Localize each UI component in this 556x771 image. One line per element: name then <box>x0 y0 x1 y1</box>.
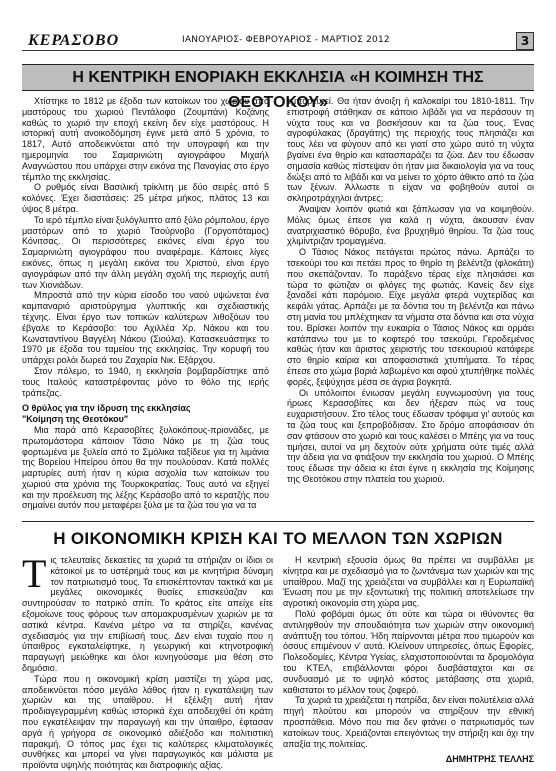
issue-date: ΙΑΝΟΥΑΡΙΟΣ- ΦΕΒΡΟΥΑΡΙΟΣ - ΜΑΡΤΙΟΣ 2012 <box>182 35 390 45</box>
page-number: 3 <box>516 32 534 50</box>
article2-column-right <box>283 555 534 765</box>
article2-title: Η ΟΙΚΟΝΟΜΙΚΗ ΚΡΙΣΗ ΚΑΙ ΤΟ ΜΕΛΛΟΝ ΤΩΝ ΧΩΡΙΩΝ <box>53 529 503 548</box>
article2-column-left <box>22 551 273 771</box>
section-divider <box>22 521 534 522</box>
paragraph: Η κεντρική εξουσία όμως θα πρέπει να συμβάλλει με κίνητρα και με σχεδιασμό για το ζωντάνεμα των χωριών και της υπαίθρου. Μαζί της χρειάζεται να συμβάλλει και η Ευρωπαϊκή Ένωση που με την εξοντωτική της πολιτική αποτελείωσε την αγροτική οικονομία στη χώρα μας. <box>283 555 534 609</box>
subheading-legend-title: "Κοίμηση της Θεοτόκου" <box>22 414 129 425</box>
paragraph: Μια παρά από Κερασοβίτες ξυλοκόπους-πριονάδες, με πρωτομάστορα κάποιον Τάσιο Νάκο με τη ζώα τους φορτωμένα με ξυλεία από το Σμόλικα ταξίδευε για τη λιμάνια της Βορείου Ηπείρου όπου θα την πουλούσαν. Κατά πολλές μαρτυρίες αυτή ήταν η κύρια ασχολία των κατοίκων του χωριού στα χρόνια της Τουρκοκρατίας. Τους αυτό να εξηγεί και την προέλευση της λέξης Κεράσοβο από το κερατζής που σημαίνει αυτόν που μεταφέρει ξύλα με τα ζώα του για να τα <box>22 424 269 511</box>
paragraph: Χτίστηκε το 1812 με έξοδα των κατοίκων του χωριού από μαστόρους του χωριού Πεντάλοφο (Ζουμπάνι) Κοζάνης καθώς το χωριό την εποχή εκείνη δεν είχε μαστόρους. Η ιστορική αυτή ανοικοδόμηση έγινε μετά από 5 χρόνια, το 1817, Αυτό αποδεικνύεται από την υπογραφή και την ημερομηνία του Σαμαρινιώτη αγιογράφου Μιχαήλ Αναγνώστου που υπάρχει στην εικόνα της Παναγίας στο έργο τέμπλο της εκκλησίας. <box>22 96 269 182</box>
newspaper-logo: ΚΕΡΑΣΟΒΟ <box>28 32 120 49</box>
paragraph: Άναψαν λοιπόν φωτιά και ξάπλωσαν για να κοιμηθούν. Μόλις όμως έπεσε για καλά η νύχτα, άκουσαν έναν ανατριχιαστικό θόρυβο, ένα βρυχηθμό θηρίου. Τα ζώα τους χλιμίντριζαν τρομαγμένα. <box>287 203 534 247</box>
drop-cap: Τ <box>22 551 47 596</box>
article1-title: Η ΚΕΝΤΡΙΚΗ ΕΝΟΡΙΑΚΗ ΕΚΚΛΗΣΙΑ «Η ΚΟΙΜΗΣΗ ΤΗΣ ΘΕΟΤΟΚΟΥ» <box>22 64 534 91</box>
author-name: ΔΗΜΗΤΡΗΣ ΤΕΛΛΗΣ <box>445 754 534 765</box>
paragraph: Το ιερό τέμπλο είναι ξυλόγλυπτο από ξύλο ρόμπολου, έργο μαστόρων από το χωριό Τσούρνοβο (Γοργοπόταμος) Κόνιτσας. Οι περισσότερες εικόνες είναι έργο του Σαμαρινιώτη αγιογράφου που αναφέραμε. Κάποιες λίγες εικόνες, όπως η μεγάλη εικόνα του Χριστού, είναι έργο αγιογράφων από την άλλη μεγάλη σχολή της περιοχής αυτή των Χιονιάδων. <box>22 214 269 290</box>
page-header <box>22 30 534 51</box>
paragraph: Τα χωριά τα χρειάζεται η πατρίδα, δεν είναι πολυτέλεια αλλά πηγή πλούτου και μπορούν να στηρίξουν την εθνική προσπάθεια. Μόνο που πια δεν φτάνει ο πατριωτισμός των κατοίκων τους. Χρειάζονται επειγόντως την στήριξη και όχι την απαξία της πολιτείας. <box>283 695 534 749</box>
paragraph: Τώρα που η οικονομική κρίση μαστίζει τη χώρα μας, αποδεικνύεται πόσο μεγάλο λάθος ήταν η εγκατάλειψη των χωριών και της υπαίθρου. Η εξέλιξη αυτή ήταν προδιαγεγραμμένη καθώς ιστορικά έχει αποδειχθεί ότι κράτη που εγκατέλειψαν την παραγωγή και την ύπαιθρο, έφτασαν αργά ή γρήγορα σε οικονομικό αδιέξοδο και πολιτιστική παρακμή. Ο τόπος μας έχει τις καλύτερες κλιματολογικές συνθήκες και μπορεί να γίνει παραγωγικός και μάλιστα με προϊόντα υψηλής ποιότητας και διατροφικής αξίας. <box>22 673 273 771</box>
paragraph-text: ις τελευταίες δεκαετίες τα χωριά τα στήριζαν οι ίδιοι οι κάτοικοί με το υστέρημά τους και με κινητήρια δύναμη τον πατριωτισμό τους. Τα επισκέπτονταν τακτικά και με μεγάλες οικονομικές θυσίες επισκεύαζαν και συντηρούσαν το πατρικό σπίτι. Το κράτος είτε απείχε είτε εξομοίωνε τους φόρους των απομακρυσμένων χωριών με τα αστικά κέντρα. Κανένα μέτρο να τα στηρίζει, κανένας σχεδιασμός για την επιβίωσή τους. Δεν είναι τυχαίο που η ύπαιθρος εγκαταλείφτηκε, η γεωργική και κτηνοτροφική παραγωγή μειώθηκε και όλοι κυνηγούσαμε μια θέση στο δημόσιο. <box>22 555 273 673</box>
paragraph: Ο ρυθμός είναι Βασιλική τρίκλιτη με δύο σειρές από 5 κολόνες. Έχει διαστάσεις: 25 μέτρα μήκος, πλάτος 13 και ύψος 8 μέτρα. <box>22 182 269 214</box>
paragraph <box>22 551 273 674</box>
paragraph: εμπορευτεί. Θα ήταν άνοιξη ή καλοκαίρι του 1810-1811. Την επιστροφή στάθηκαν σε κάποιο λιβάδι για να περάσουν τη νύχτα τους και να βοσκήσουν και τα ζώα τους. Ένας αγροφύλακας (δραγάτης) της περιοχής τους πλησιάζει και τους λέει να φύγουν από κει γιατί στο χώρο αυτό τη νύχτα βγαίνει ένα θηρίο και κατασπαράζει τα ζώα. Δεν του έδωσαν σημασία καθώς πίστεψαν ότι ήταν μια δικαιολογία για να τους διώξει από το λιβάδι και να μείνει το χόρτο άθικτο από τα ζώα των ξένων. Άλλωστε τι είχαν να φοβηθούν αυτοί οι σκληροτράχηλοι άντρες; <box>287 96 534 204</box>
paragraph: Οι υπόλοιποι ένιωσαν μεγάλη ευγνωμοσύνη για τους ήρωες Κερασοβίτες και δεν ήξεραν πώς να τους ευχαριστήσουν. Στο τέλος τους έδωσαν τρόφιμα γι' αυτούς και τα ζώα τους και ξεπροβόδισαν. Στο δρόμο αποφάσισαν ότι σαν φτάσουν στο χωριό και τους καλέσει ο Μπέης για να τους τιμήσει, αυτοί να μη δεχτούν ούτε χρήματα ούτε τιμές αλλά την άδεια για να φτιάξουν την εκκλησία του χωριού. Ο Μπέης τους έδωσε την άδεια κι έτσι έγινε η εκκλησία της Κοίμησης της Θεοτόκου στην πλατεία του χωριού. <box>287 387 534 484</box>
article1-column-right <box>287 96 534 519</box>
paragraph: Ο Τάσιος Νάκος πετάγεται πρώτος πάνω. Αρπάζει το τσεκούρι του και πετάει προς το θηρίο τη βελέντζα (φλοκάτη) που σκεπάζονταν. Το παράξενο τέρας είχε πλησιάσει και τώρα το φώτιζαν οι φλόγες της φωτιάς. Κανείς δεν είχε ξαναδεί κάτι παρόμοιο. Είχε μεγάλα φτερά νυχτερίδας και κεφάλι γάτας. Αρπάζει με τα δόντια του τη βελέντζα και πάνω στη μανία του μπλέχτηκαν τα νήματα στα δόντια και στα νύχια του. Βρίσκει λοιπόν την ευκαιρία ο Τάσιος Νάκος και ορμάει κατάπανω του με το κοφτερό του τσεκούρι. Γεροδεμένος καθώς ήταν και άριστος χειριστής του τσεκουριού κατάφερε στο θηρίο καίρια και αποφασιστικά χτυπήματα. Το τέρας έπεσε στο χώμα βαριά λαβωμένο και αφού χτυπήθηκε πολλές φορές, ξεψύχησε μέσα σε άγρια βογκητά. <box>287 247 534 387</box>
paragraph: Πολύ φοβόμαι όμως ότι ούτε και τώρα οι ιθύνοντες θα αντιληφθούν την σπουδαιότητα των χωριών στην οικονομική ανάπτυξη του τόπου. Ήδη παίρνονται μέτρα που τιμωρούν και όσους επιμένουν ν' αυτά. Κλείνουν υπηρεσίες, όπως Εφορίες, Πολεοδομίες, Κέντρα Υγείας, ελαχιστοποιούνται τα δρομολόγια του ΚΤΕΛ, επιβάλλονται φόροι δυσβάσταχτοι και σε συνδυασμό με το υψηλό κόστος μετάβασης στα χωριά, καθιστατοι το μέλλον τους ζοφερό. <box>283 608 534 695</box>
article1-column-left <box>22 96 269 519</box>
subheading-legend: Ο θρύλος για την ίδρυση της εκκλησίας <box>22 403 191 414</box>
paragraph: Μπροστά από την κύρια είσοδο του ναού υψώνεται ένα καμπαναριό αριστούργημα γλυπτικής και σχεδιαστικής τέχνης. Είναι έργο των τοπικών καλύτερων λιθοξόων του έβγαλε το Κεράσοβο: του Αχιλλέα Χρ. Νάκου και του Κωνσταντίνου Βαγγέλη Νάκου (Σιούλα). Κατασκευάστηκε το 1970 με έξοδα του ταμείου της εκκλησίας. Την κορυφή του υπάρχει ρολόι δωρεά του Ζαχαρία Νικ. Εξάρχου. <box>22 290 269 366</box>
paragraph: Στον πόλεμο, το 1940, η εκκλησία βομβαρδίστηκε από τους Ιταλούς καταστρέφοντας μόνο το θόλο της ιερής τράπεζας. <box>22 365 269 398</box>
